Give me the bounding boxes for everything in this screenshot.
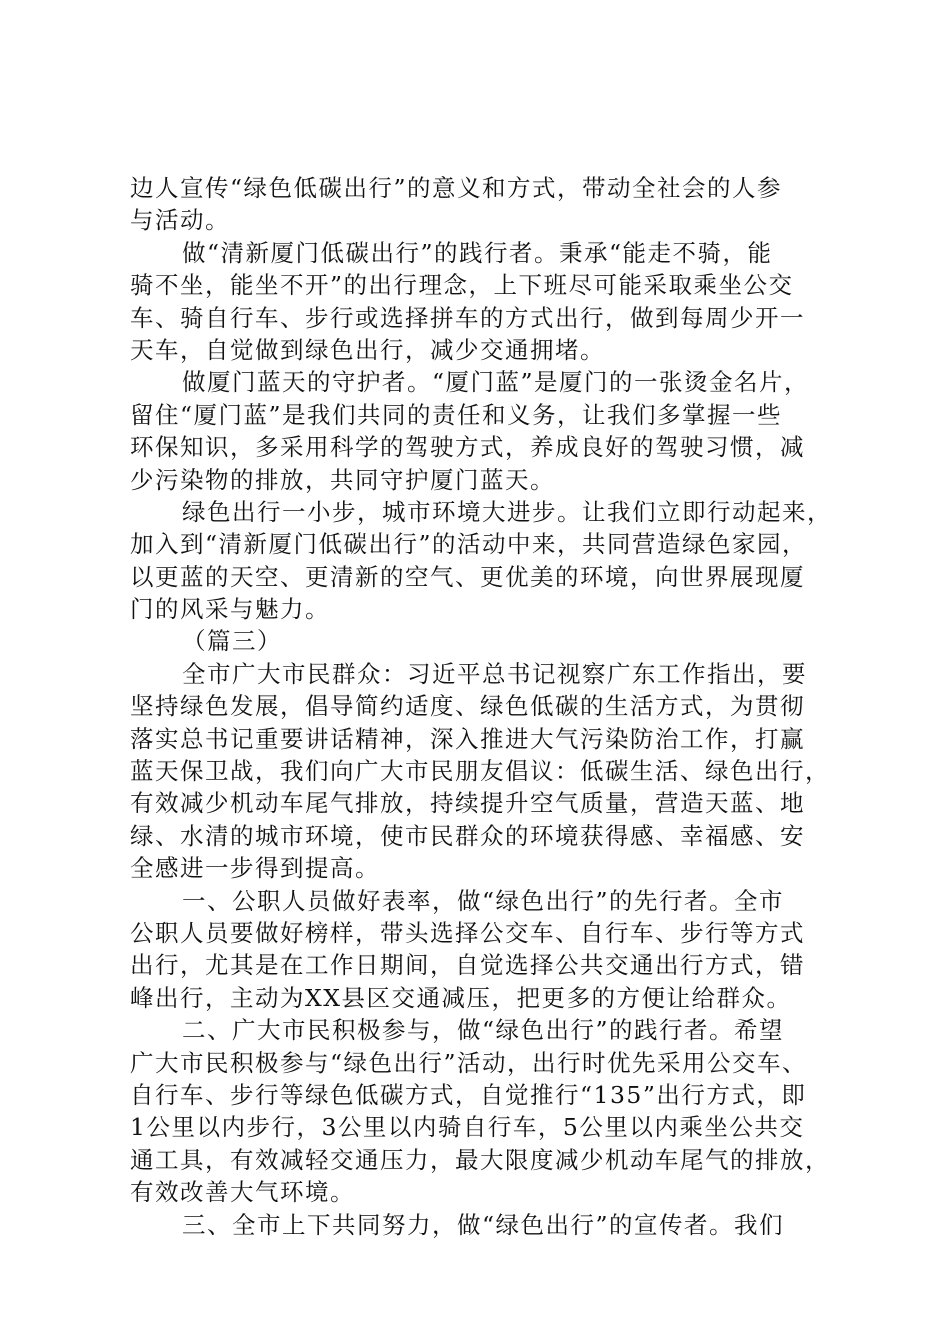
text-line: 公职人员要做好榜样，带头选择公交车、自行车、步行等方式 xyxy=(130,918,805,947)
text-line: 门的风采与魅力。 xyxy=(130,595,330,624)
text-line: 绿、水清的城市环境，使市民群众的环境获得感、幸福感、安 xyxy=(130,821,805,850)
text-line: 少污染物的排放，共同守护厦门蓝天。 xyxy=(130,465,555,494)
text-line: 一、公职人员做好表率，做“绿色出行”的先行者。全市 xyxy=(182,886,785,915)
text-line: 通工具，有效减轻交通压力，最大限度减少机动车尾气的排放， xyxy=(130,1145,830,1174)
text-line: 全感进一步得到提高。 xyxy=(130,854,380,883)
body-text xyxy=(130,172,830,1241)
text-line: 三、全市上下共同努力，做“绿色出行”的宣传者。我们 xyxy=(182,1210,785,1239)
text-line: 坚持绿色发展，倡导简约适度、绿色低碳的生活方式，为贯彻 xyxy=(130,692,805,721)
text-line: 做“清新厦门低碳出行”的践行者。秉承“能走不骑，能 xyxy=(182,238,773,267)
text-line: 广大市民积极参与“绿色出行”活动，出行时优先采用公交车、 xyxy=(130,1048,808,1077)
text-line: 绿色出行一小步，城市环境大进步。让我们立即行动起来， xyxy=(182,497,832,526)
text-line: 以更蓝的天空、更清新的空气、更优美的环境，向世界展现厦 xyxy=(130,562,805,591)
text-line: 天车，自觉做到绿色出行，减少交通拥堵。 xyxy=(130,335,605,364)
text-line: 边人宣传“绿色低碳出行”的意义和方式，带动全社会的人参 xyxy=(130,174,783,202)
text-line: （篇三） xyxy=(182,627,282,656)
text-line: 落实总书记重要讲话精神，深入推进大气污染防治工作，打赢 xyxy=(130,724,805,753)
text-line: 有效改善大气环境。 xyxy=(130,1178,355,1207)
text-line: 骑不坐，能坐不开”的出行理念，上下班尽可能采取乘坐公交 xyxy=(130,271,794,300)
text-line: 有效减少机动车尾气排放，持续提升空气质量，营造天蓝、地 xyxy=(130,789,805,818)
text-line: 自行车、步行等绿色低碳方式，自觉推行“135”出行方式，即 xyxy=(130,1080,807,1109)
text-line: 与活动。 xyxy=(130,206,230,235)
text-line: 车、骑自行车、步行或选择拼车的方式出行，做到每周少开一 xyxy=(130,303,805,332)
text-line: 留住“厦门蓝”是我们共同的责任和义务，让我们多掌握一些 xyxy=(130,400,783,429)
text-line: 出行，尤其是在工作日期间，自觉选择公共交通出行方式，错 xyxy=(130,951,805,980)
text-line: 环保知识，多采用科学的驾驶方式，养成良好的驾驶习惯，减 xyxy=(130,433,805,462)
text-line: 做厦门蓝天的守护者。“厦门蓝”是厦门的一张烫金名片， xyxy=(182,368,810,397)
text-line: 蓝天保卫战，我们向广大市民朋友倡议：低碳生活、绿色出行， xyxy=(130,757,830,786)
text-line: 二、广大市民积极参与，做“绿色出行”的践行者。希望 xyxy=(182,1016,785,1045)
text-line: 1公里以内步行，3公里以内骑自行车，5公里以内乘坐公共交 xyxy=(130,1113,805,1142)
text-line: 加入到“清新厦门低碳出行”的活动中来，共同营造绿色家园， xyxy=(130,530,808,559)
text-line: 全市广大市民群众：习近平总书记视察广东工作指出，要 xyxy=(182,659,807,688)
text-line: 峰出行，主动为XX县区交通减压，把更多的方便让给群众。 xyxy=(130,983,792,1012)
